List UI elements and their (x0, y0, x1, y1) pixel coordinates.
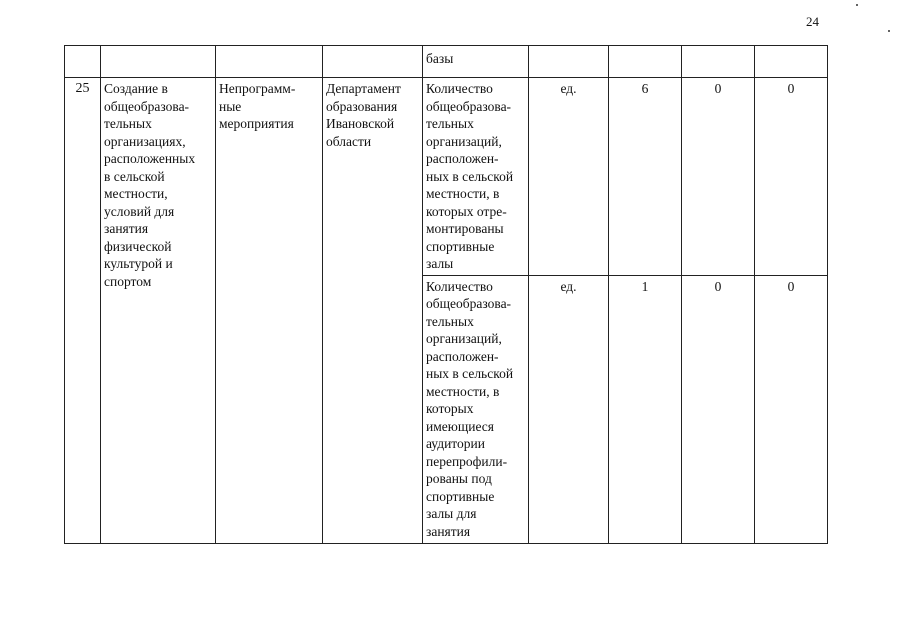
table-row (65, 78, 828, 276)
indicator-unit: ед. (529, 78, 609, 276)
cell-empty (216, 46, 323, 78)
cell-empty (609, 46, 682, 78)
scan-speck (888, 30, 890, 32)
indicator-value: 0 (682, 78, 755, 276)
row-executor: Департамент образования Ивановской области (323, 78, 423, 544)
row-measure-name: Создание в общеобразова- тельных организациях, расположенных в сельской местности, условий для занятия физической культурой и спортом (101, 78, 216, 544)
indicator-text: Количество общеобразова- тельных организаций, расположен- ных в сельской местности, в которых отре- монтированы спортивные залы (423, 78, 529, 276)
data-table (64, 45, 828, 544)
indicator-unit: ед. (529, 275, 609, 543)
cell-empty (529, 46, 609, 78)
cell-empty (323, 46, 423, 78)
indicator-value: 0 (755, 275, 828, 543)
cell-empty (101, 46, 216, 78)
cell-indicator-continuation: базы (423, 46, 529, 78)
page-number: 24 (806, 14, 819, 29)
row-index: 25 (65, 78, 101, 544)
indicator-value: 0 (755, 78, 828, 276)
row-program: Непрограмм- ные мероприятия (216, 78, 323, 544)
indicator-value: 0 (682, 275, 755, 543)
table-row-continuation (65, 46, 828, 78)
scan-speck (856, 4, 858, 6)
cell-empty (682, 46, 755, 78)
cell-empty (755, 46, 828, 78)
indicator-text: Количество общеобразова- тельных организаций, расположен- ных в сельской местности, в которых имеющиеся аудитории перепрофили- рованы под спортивные залы для занятия (423, 275, 529, 543)
indicator-value: 6 (609, 78, 682, 276)
cell-empty (65, 46, 101, 78)
indicator-value: 1 (609, 275, 682, 543)
